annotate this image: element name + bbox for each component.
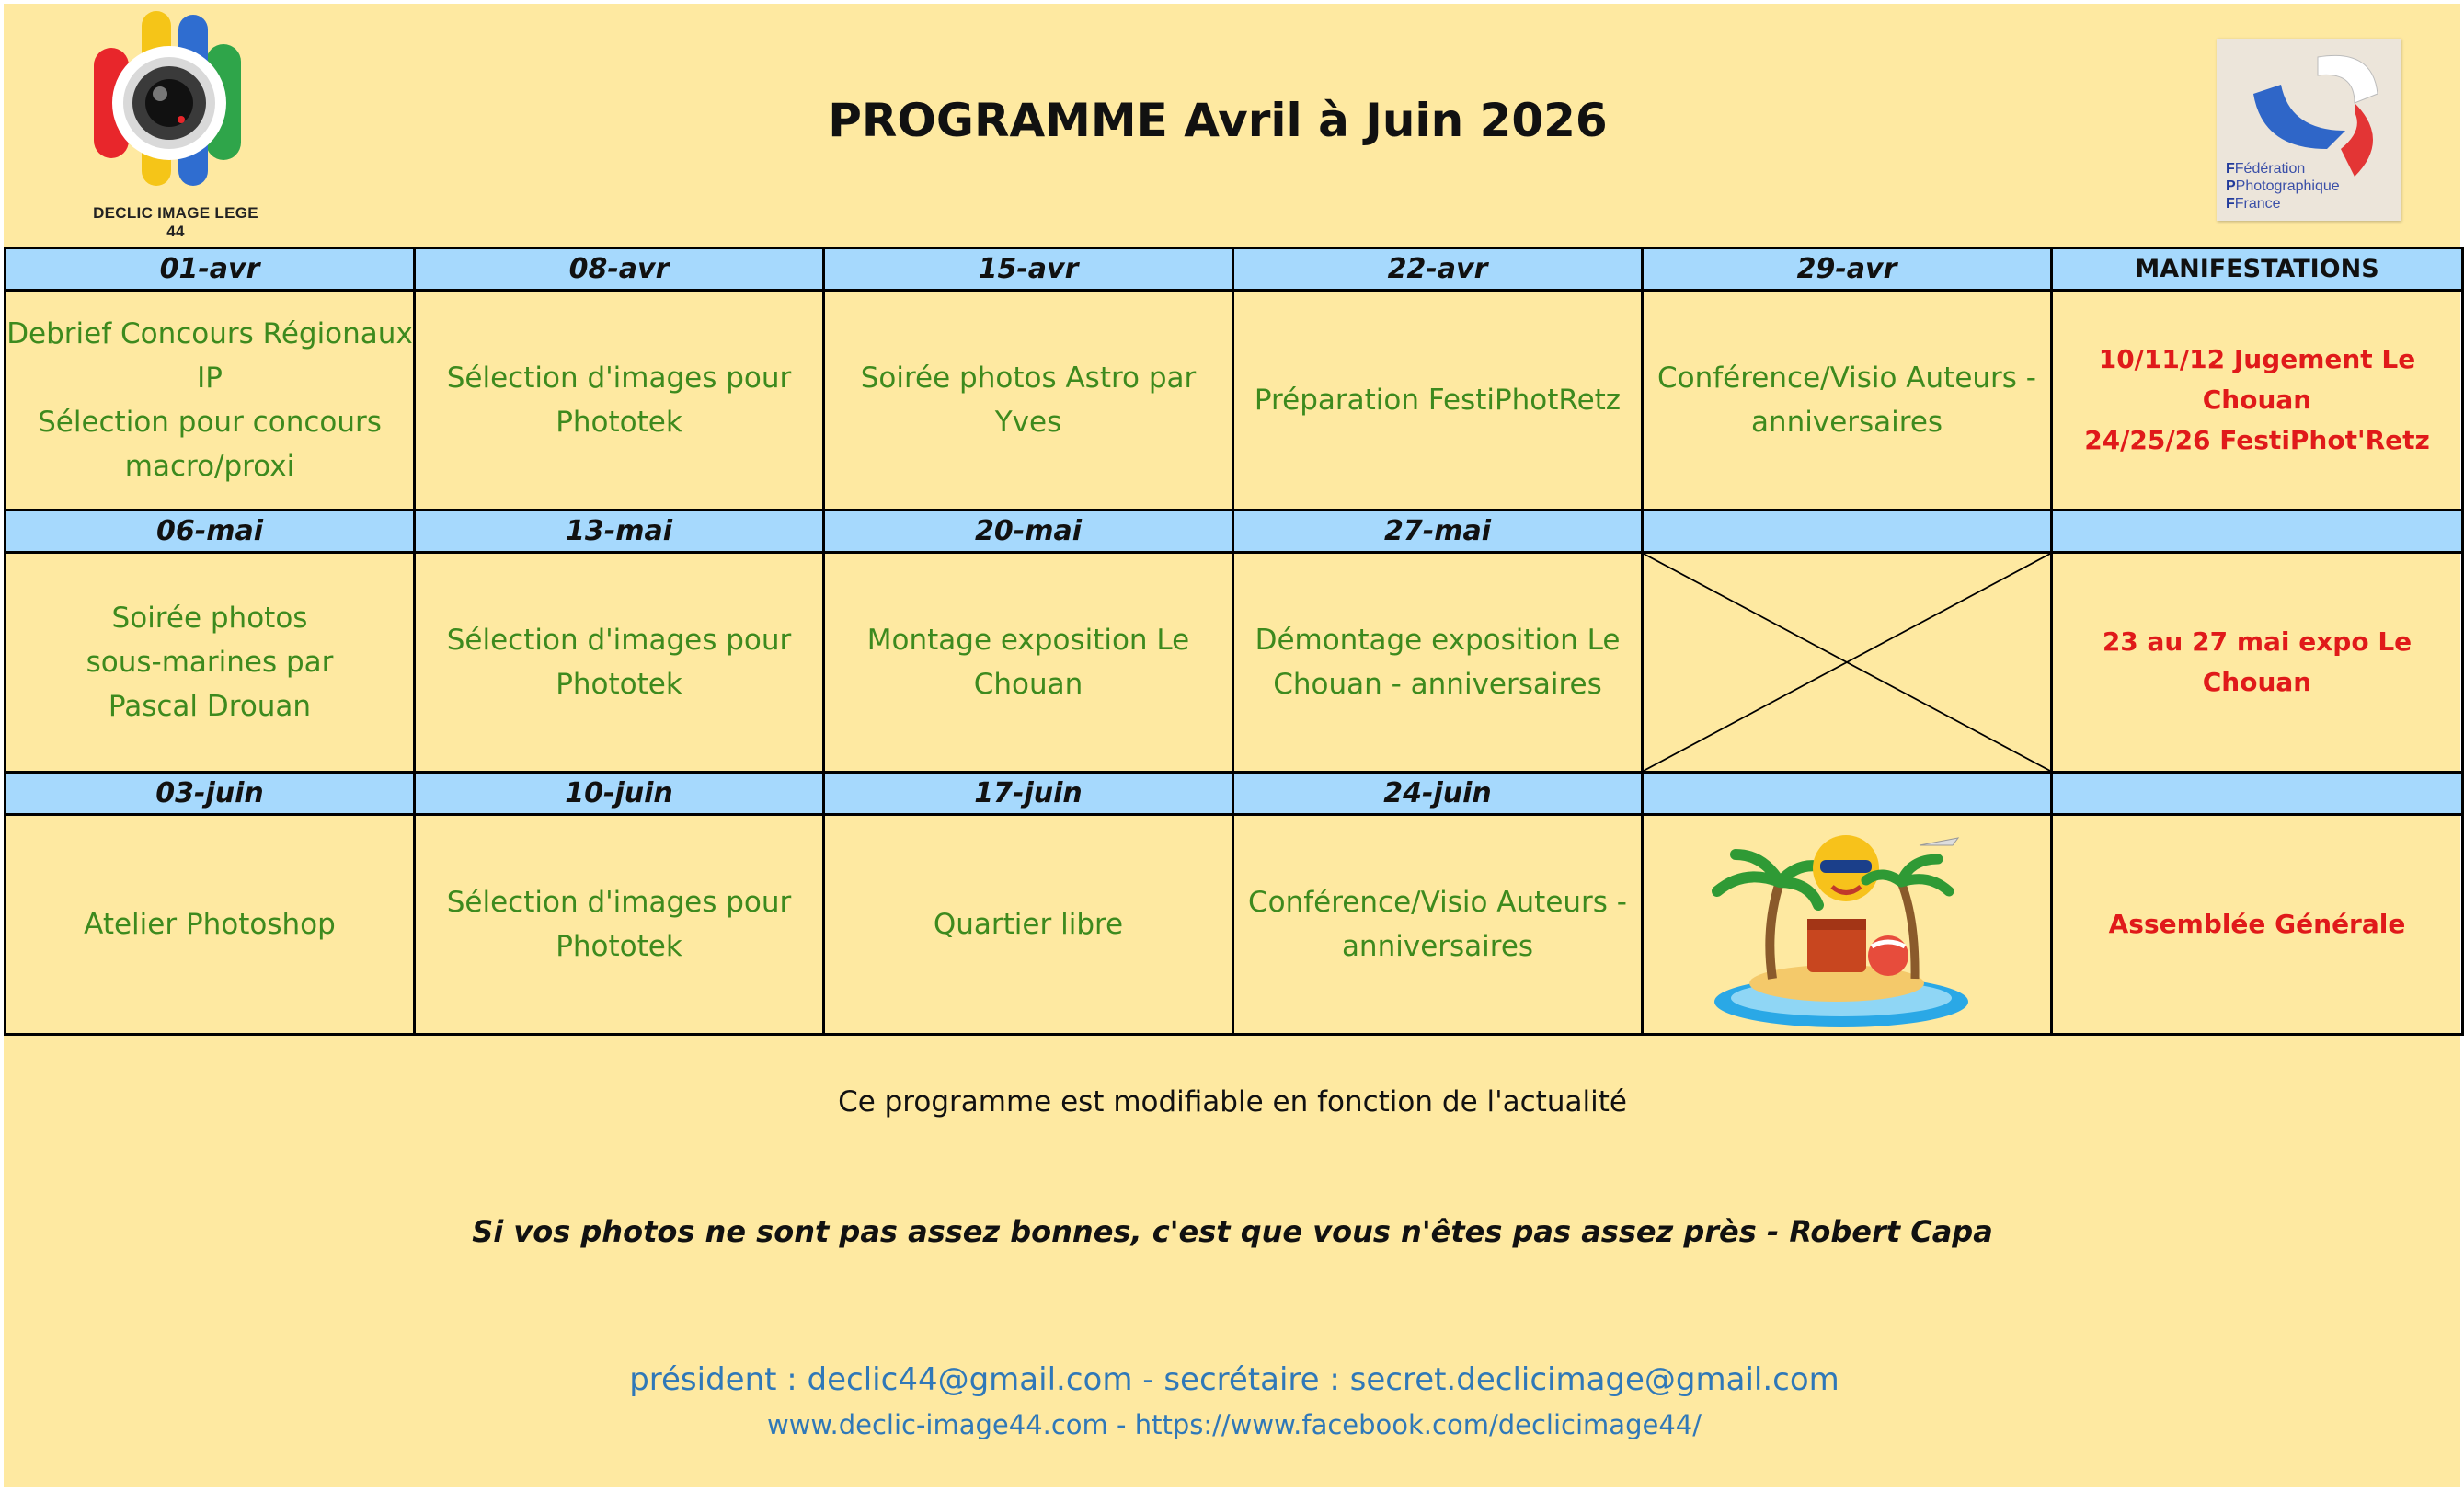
date-cell: 29-avr	[1643, 248, 2052, 291]
event-cell: Sélection d'images pour Phototek	[415, 553, 824, 773]
date-cell	[1643, 773, 2052, 815]
crossed-out-cell	[1643, 553, 2052, 773]
event-cell: Montage exposition Le Chouan	[824, 553, 1233, 773]
event-cell: Démontage exposition Le Chouan - anniversaires	[1233, 553, 1643, 773]
ffp-line-2: Photographique	[2235, 178, 2340, 194]
event-cell: Atelier Photoshop	[6, 815, 415, 1035]
date-header-row	[6, 248, 2463, 291]
event-cell: Quartier libre	[824, 815, 1233, 1035]
date-cell: 08-avr	[415, 248, 824, 291]
manifestation-cell: 23 au 27 mai expo Le Chouan	[2052, 553, 2463, 773]
event-cell: Soirée photos sous-marines par Pascal Drouan	[6, 553, 415, 773]
date-cell: 17-juin	[824, 773, 1233, 815]
contact-emails: président : declic44@gmail.com - secrétaire : secret.declicimage@gmail.com	[629, 1361, 1839, 1398]
programme-page	[4, 4, 2460, 1487]
date-header-row	[6, 510, 2463, 553]
event-cell: Préparation FestiPhotRetz	[1233, 291, 1643, 510]
beach-island-icon	[1708, 818, 1975, 1033]
ffp-logo	[2217, 39, 2401, 221]
ffp-line-1: Fédération	[2234, 161, 2306, 177]
quote: Si vos photos ne sont pas assez bonnes, c'est que vous n'êtes pas assez près - Robert Capa	[472, 1214, 1993, 1249]
event-cell: Debrief Concours Régionaux IP Sélection pour concours macro/proxi	[6, 291, 415, 510]
date-cell: 22-avr	[1233, 248, 1643, 291]
event-cell: Sélection d'images pour Phototek	[415, 815, 824, 1035]
date-header-row	[6, 773, 2463, 815]
date-cell-empty	[2052, 773, 2463, 815]
date-cell: 01-avr	[6, 248, 415, 291]
schedule-table	[4, 247, 2464, 1036]
date-cell: 10-juin	[415, 773, 824, 815]
manifestation-cell: 10/11/12 Jugement Le Chouan 24/25/26 FestiPhot'Retz	[2052, 291, 2463, 510]
date-cell: 13-mai	[415, 510, 824, 553]
date-cell: 03-juin	[6, 773, 415, 815]
date-cell-empty	[2052, 510, 2463, 553]
event-cell: Conférence/Visio Auteurs - anniversaires	[1643, 291, 2052, 510]
date-cell	[1643, 510, 2052, 553]
event-row	[6, 291, 2463, 510]
page-title: PROGRAMME Avril à Juin 2026	[828, 94, 1608, 147]
event-cell: Conférence/Visio Auteurs - anniversaires	[1233, 815, 1643, 1035]
date-cell: 15-avr	[824, 248, 1233, 291]
cross-icon	[1644, 554, 2050, 771]
event-row	[6, 815, 2463, 1035]
holiday-illustration-cell	[1643, 815, 2052, 1035]
date-cell: 20-mai	[824, 510, 1233, 553]
ffp-logo-text: FFédération PPhotographique FFrance	[2226, 161, 2340, 212]
event-cell: Soirée photos Astro par Yves	[824, 291, 1233, 510]
manifestations-header: MANIFESTATIONS	[2052, 248, 2463, 291]
contact-links: www.declic-image44.com - https://www.facebook.com/declicimage44/	[766, 1409, 1702, 1440]
programme-note: Ce programme est modifiable en fonction de l'actualité	[838, 1085, 1627, 1118]
manifestation-cell: Assemblée Générale	[2052, 815, 2463, 1035]
event-row	[6, 553, 2463, 773]
date-cell: 06-mai	[6, 510, 415, 553]
date-cell: 27-mai	[1233, 510, 1643, 553]
ffp-line-3: France	[2234, 196, 2281, 212]
event-cell: Sélection d'images pour Phototek	[415, 291, 824, 510]
date-cell: 24-juin	[1233, 773, 1643, 815]
club-logo-caption: DECLIC IMAGE LEGE 44	[93, 204, 258, 240]
